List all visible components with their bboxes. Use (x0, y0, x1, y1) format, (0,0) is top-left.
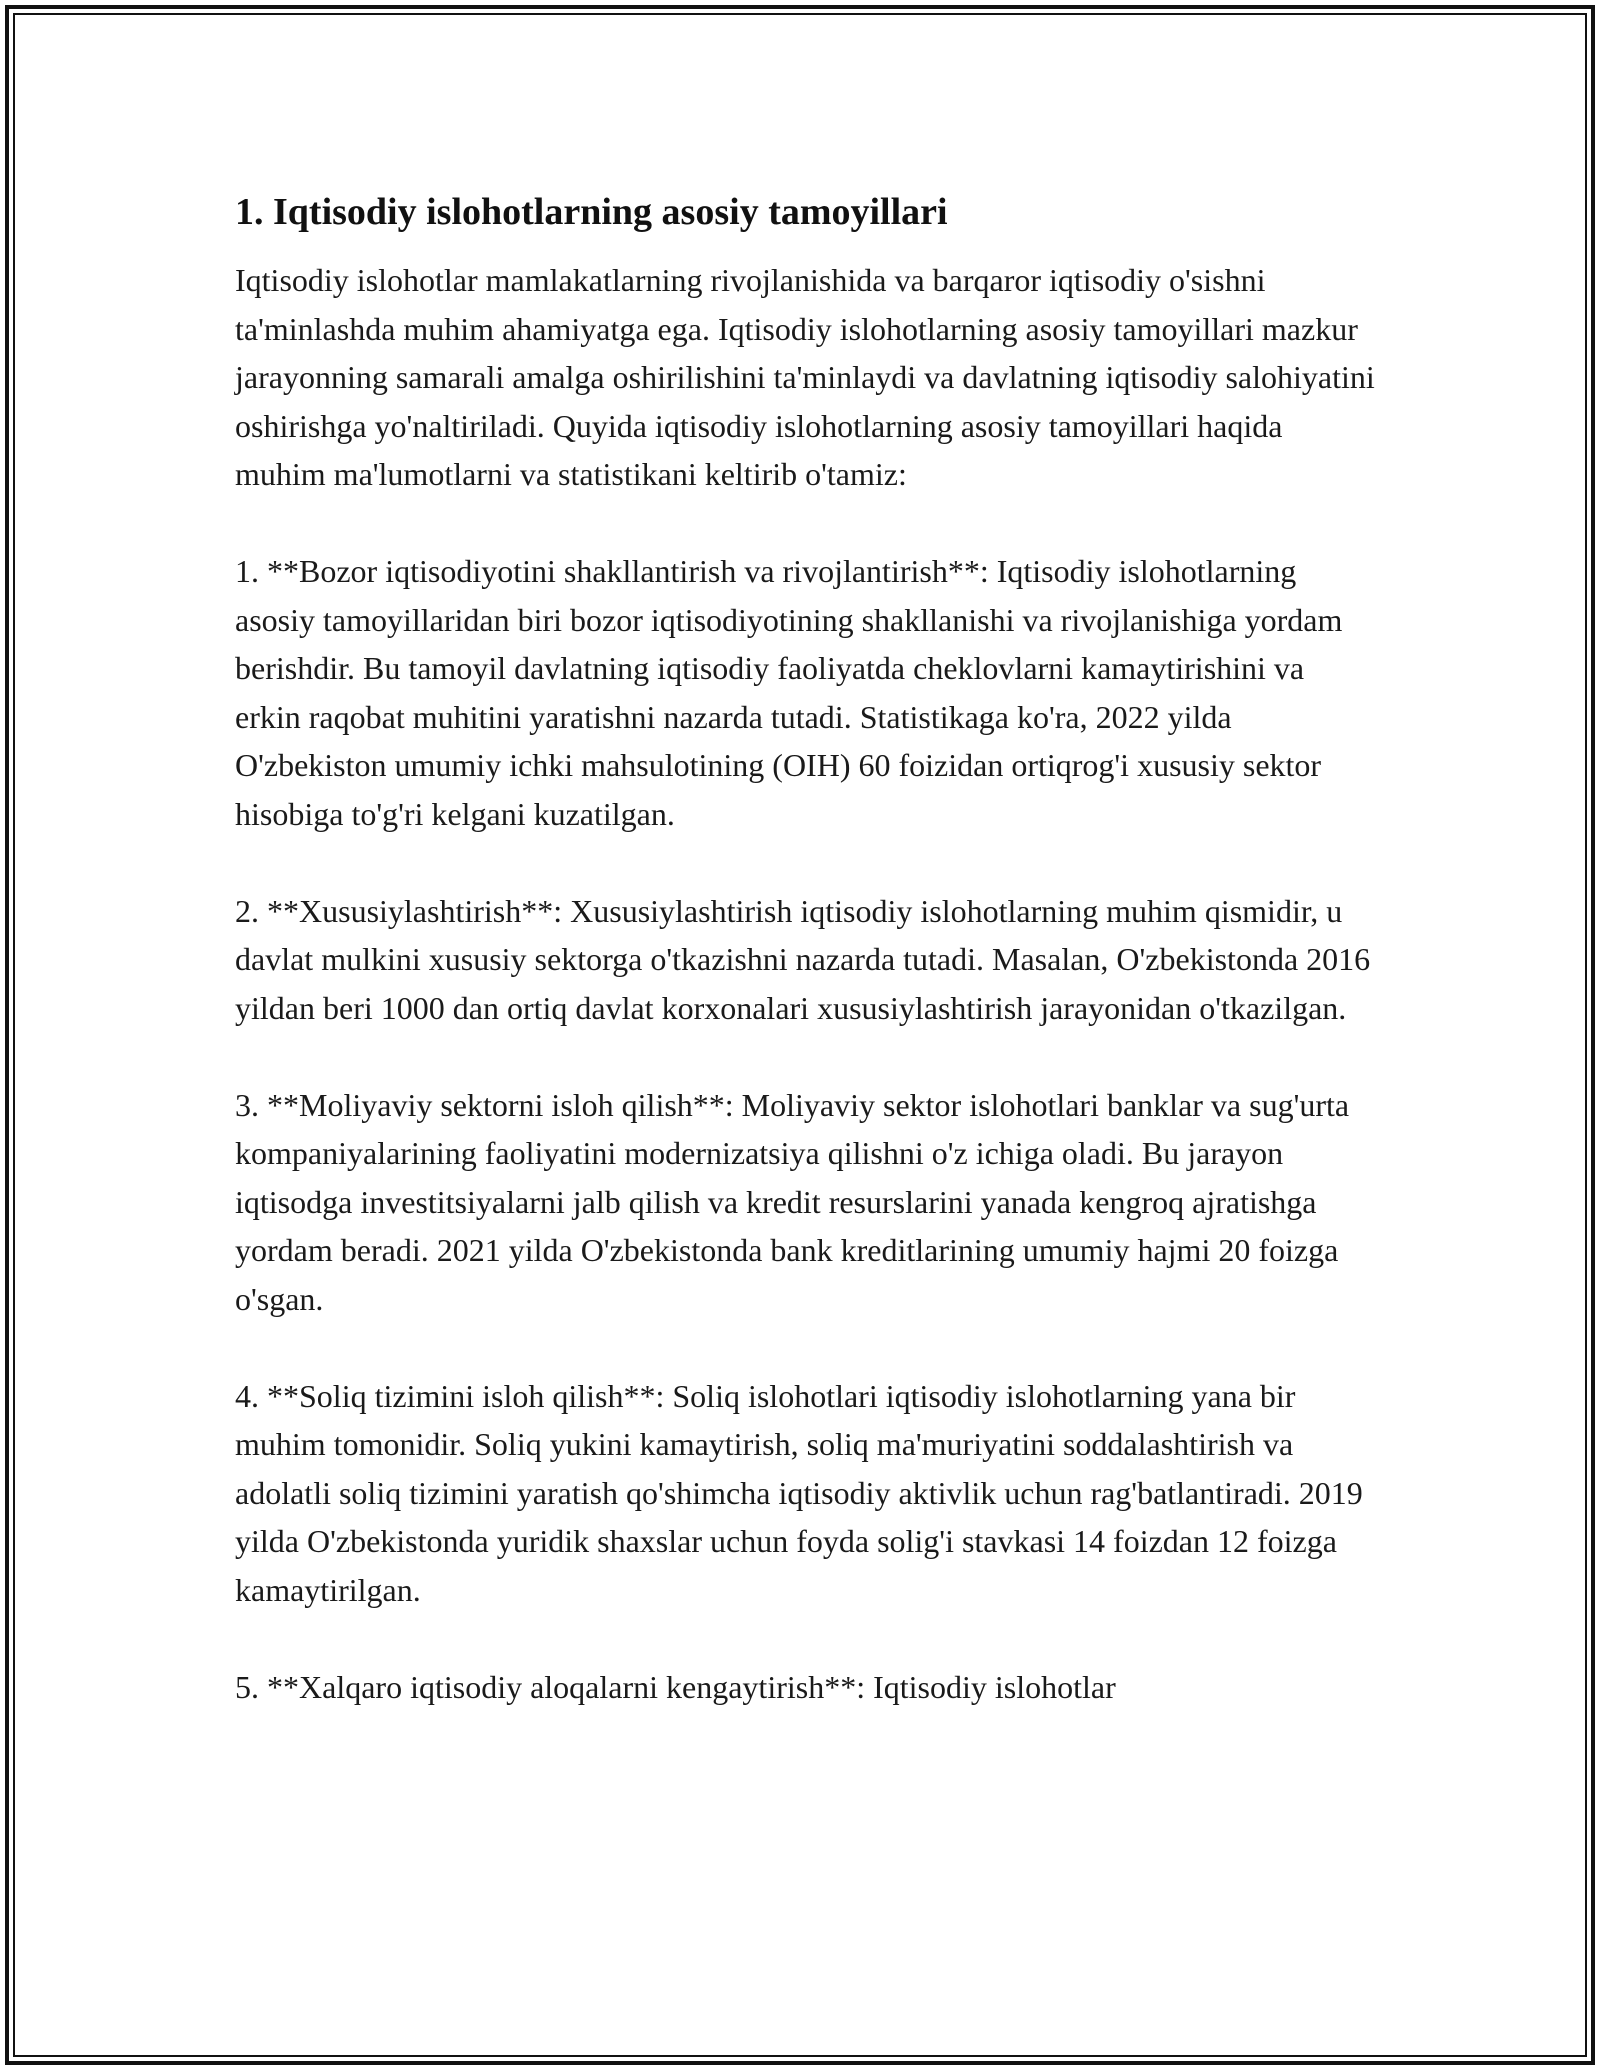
paragraph-soliq-tizimi: 4. **Soliq tizimini isloh qilish**: Soliq islohotlari iqtisodiy islohotlarning yana bir muhim tomonidir. Soliq yukini kamaytirish, soliq ma'muriyatini soddalashtirish va adolatli soliq tizimini yaratish qo'shimcha iqtisodiy aktivlik uchun rag'batlantiradi. 2019 yilda O'zbekistonda yuridik shaxslar uchun foyda solig'i stavkasi 14 foizdan 12 foizga kamaytirilgan. (235, 1377, 1363, 1608)
paragraph-xalqaro-aloqalar: 5. **Xalqaro iqtisodiy aloqalarni kengaytirish**: Iqtisodiy islohotlar (235, 1668, 1116, 1705)
paragraph-xususiylashtirish: 2. **Xususiylashtirish**: Xususiylashtirish iqtisodiy islohotlarning muhim qismidir, u davlat mulkini xususiy sektorga o'tkazishni nazarda tutadi. Masalan, O'zbekistonda 2016 yildan beri 1000 dan ortiq davlat korxonalari xususiylashtirish jarayonidan o'tkazilgan. (235, 892, 1371, 1026)
intro-paragraph: Iqtisodiy islohotlar mamlakatlarning rivojlanishida va barqaror iqtisodiy o'sishni ta'minlashda muhim ahamiyatga ega. Iqtisodiy islohotlarning asosiy tamoyillari mazkur jarayonning samarali amalga oshirilishini ta'minlaydi va davlatning iqtisodiy salohiyatini oshirishga yo'naltiriladi. Quyida iqtisodiy islohotlarning asosiy tamoyillari haqida muhim ma'lumotlarni va statistikani keltirib o'tamiz: (235, 262, 1375, 492)
section-heading: 1. Iqtisodiy islohotlarning asosiy tamoyillari (235, 191, 948, 233)
document-body (235, 188, 1375, 1711)
paragraph-bozor-iqtisodiyoti: 1. **Bozor iqtisodiyotini shakllantirish va rivojlantirish**: Iqtisodiy islohotlarning asosiy tamoyillaridan biri bozor iqtisodiyotining shakllanishi va rivojlanishiga yordam berishdir. Bu tamoyil davlatning iqtisodiy faoliyatda cheklovlarni kamaytirishini va erkin raqobat muhitini yaratishni nazarda tutadi. Statistikaga ko'ra, 2022 yilda O'zbekiston umumiy ichki mahsulotining (OIH) 60 foizidan ortiqrog'i xususiy sektor hisobiga to'g'ri kelgani kuzatilgan. (235, 553, 1343, 832)
paragraph-moliyaviy-sektor: 3. **Moliyaviy sektorni isloh qilish**: Moliyaviy sektor islohotlari banklar va sug'urta kompaniyalarining faoliyatini modernizatsiya qilishni o'z ichiga oladi. Bu jarayon iqtisodga investitsiyalarni jalb qilish va kredit resurslarini yanada kengroq ajratishga yordam beradi. 2021 yilda O'zbekistonda bank kreditlarining umumiy hajmi 20 foizga o'sgan. (235, 1086, 1350, 1317)
